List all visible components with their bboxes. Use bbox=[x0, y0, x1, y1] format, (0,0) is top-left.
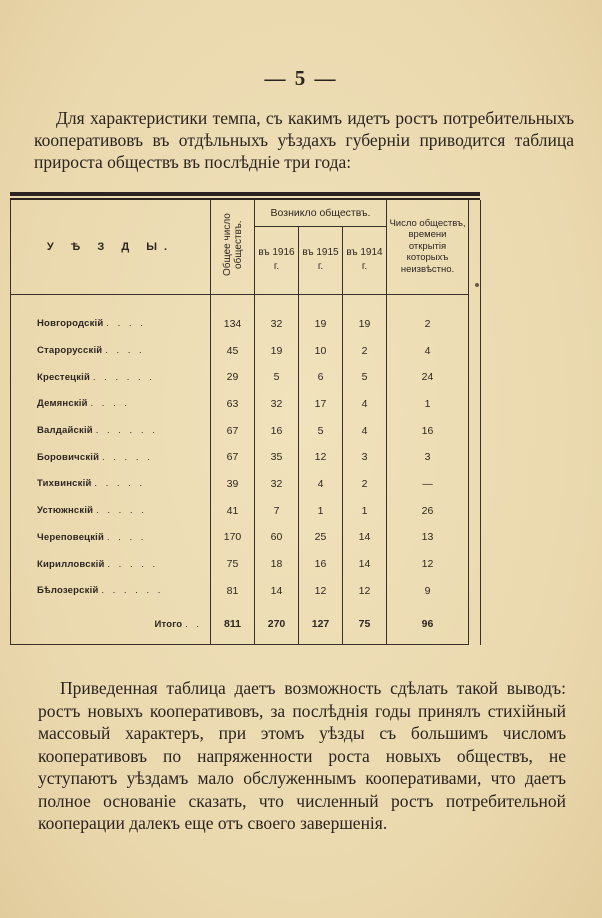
row-name: Крестецкій . . . . . . bbox=[11, 364, 211, 391]
cell-unknown: 24 bbox=[387, 364, 469, 391]
cell-unknown: 4 bbox=[387, 337, 469, 364]
cell-unknown: — bbox=[387, 471, 469, 498]
table-top-rule bbox=[10, 192, 480, 196]
cell-total: 81 bbox=[211, 577, 255, 604]
cell-1914: 12 bbox=[343, 577, 387, 604]
cell-total: 67 bbox=[211, 417, 255, 444]
table-row bbox=[11, 524, 481, 551]
cell-1914: 19 bbox=[343, 311, 387, 338]
total-cell-unknown: 96 bbox=[387, 604, 469, 645]
cell-1914: 3 bbox=[343, 444, 387, 471]
total-cell-total: 811 bbox=[211, 604, 255, 645]
table-row bbox=[11, 444, 481, 471]
total-row-name: Итого . . bbox=[11, 604, 211, 645]
cell-total: 29 bbox=[211, 364, 255, 391]
cell-1915: 1 bbox=[299, 497, 343, 524]
cell-total: 39 bbox=[211, 471, 255, 498]
cell-unknown: 12 bbox=[387, 551, 469, 578]
row-name: Устюжнскій . . . . . bbox=[11, 497, 211, 524]
cell-1916: 60 bbox=[255, 524, 299, 551]
cell-total: 41 bbox=[211, 497, 255, 524]
table-row bbox=[11, 391, 481, 418]
table-row bbox=[11, 471, 481, 498]
cell-1914: 5 bbox=[343, 364, 387, 391]
header-unknown-date: Число обществъ, времени открытія которыхъ неизвѣстно. bbox=[387, 200, 469, 295]
header-uezdy: У Ѣ З Д Ы. bbox=[11, 200, 211, 295]
table-row bbox=[11, 497, 481, 524]
cell-unknown: 26 bbox=[387, 497, 469, 524]
row-name: Череповецкій . . . . bbox=[11, 524, 211, 551]
cell-1916: 32 bbox=[255, 311, 299, 338]
header-spacer bbox=[469, 200, 481, 295]
cell-total: 134 bbox=[211, 311, 255, 338]
cell-1914: 1 bbox=[343, 497, 387, 524]
cell-1915: 25 bbox=[299, 524, 343, 551]
table-row bbox=[11, 364, 481, 391]
cell-1915: 10 bbox=[299, 337, 343, 364]
cell-total: 45 bbox=[211, 337, 255, 364]
table-total-row bbox=[11, 604, 481, 645]
conclusion-paragraph: Приведенная таблица даетъ возможность сдѣлать такой выводъ: ростъ новыхъ кооперативовъ, за послѣднія годы принялъ стихійный массовый характеръ, при этомъ уѣзды съ большимъ числомъ кооперативовъ по напряженности роста новыхъ обществъ, не уступаютъ уѣздамъ мало обслуженнымъ кооперативами, что даетъ полное основаніе сказать, что численный ростъ потребительной кооперации далекъ еще отъ своего завершенія. bbox=[38, 678, 566, 833]
intro-paragraph: Для характеристики темпа, съ какимъ идетъ ростъ потребительныхъ кооперативовъ въ отдѣльныхъ уѣздахъ губерніи приводится таблица прироста обществъ въ послѣдніе три года: bbox=[34, 108, 574, 172]
page-number: — 5 — bbox=[264, 66, 338, 90]
table-row bbox=[11, 551, 481, 578]
cell-1914: 14 bbox=[343, 551, 387, 578]
table-row bbox=[11, 311, 481, 338]
cell-1916: 35 bbox=[255, 444, 299, 471]
cell-1914: 4 bbox=[343, 417, 387, 444]
cell-1916: 18 bbox=[255, 551, 299, 578]
row-name: Новгородскій . . . . bbox=[11, 311, 211, 338]
cell-1916: 32 bbox=[255, 471, 299, 498]
table-row bbox=[11, 417, 481, 444]
cell-total: 63 bbox=[211, 391, 255, 418]
cell-1914: 4 bbox=[343, 391, 387, 418]
header-year-1914: въ 1914 г. bbox=[343, 226, 387, 294]
total-cell-1914: 75 bbox=[343, 604, 387, 645]
cell-unknown: 1 bbox=[387, 391, 469, 418]
cell-1916: 32 bbox=[255, 391, 299, 418]
cell-1916: 7 bbox=[255, 497, 299, 524]
cell-1915: 19 bbox=[299, 311, 343, 338]
cell-1915: 12 bbox=[299, 577, 343, 604]
table-row bbox=[11, 577, 481, 604]
row-name: Демянскій . . . . bbox=[11, 391, 211, 418]
cell-1916: 19 bbox=[255, 337, 299, 364]
cell-unknown: 3 bbox=[387, 444, 469, 471]
row-name: Боровичскій . . . . . bbox=[11, 444, 211, 471]
cell-1915: 5 bbox=[299, 417, 343, 444]
cell-1914: 14 bbox=[343, 524, 387, 551]
header-arose-societies: Возникло обществъ. bbox=[255, 200, 387, 227]
cell-total: 75 bbox=[211, 551, 255, 578]
row-name: Бѣлозерскій . . . . . . bbox=[11, 577, 211, 604]
row-name: Валдайскій . . . . . . bbox=[11, 417, 211, 444]
cell-1915: 17 bbox=[299, 391, 343, 418]
statistics-table bbox=[10, 200, 481, 646]
margin-mark bbox=[475, 283, 479, 287]
cell-unknown: 2 bbox=[387, 311, 469, 338]
table-spacer-row bbox=[11, 294, 481, 311]
cell-1915: 6 bbox=[299, 364, 343, 391]
cell-1916: 16 bbox=[255, 417, 299, 444]
cell-total: 67 bbox=[211, 444, 255, 471]
cell-1915: 12 bbox=[299, 444, 343, 471]
cell-1915: 4 bbox=[299, 471, 343, 498]
cell-unknown: 16 bbox=[387, 417, 469, 444]
cell-1916: 14 bbox=[255, 577, 299, 604]
total-cell-1915: 127 bbox=[299, 604, 343, 645]
header-total-societies: Общее число обществъ. bbox=[211, 200, 255, 295]
cell-1916: 5 bbox=[255, 364, 299, 391]
total-cell-1916: 270 bbox=[255, 604, 299, 645]
cell-unknown: 13 bbox=[387, 524, 469, 551]
cell-unknown: 9 bbox=[387, 577, 469, 604]
header-year-1916: въ 1916 г. bbox=[255, 226, 299, 294]
statistics-table-container bbox=[10, 192, 480, 645]
cell-1914: 2 bbox=[343, 337, 387, 364]
cell-total: 170 bbox=[211, 524, 255, 551]
cell-1914: 2 bbox=[343, 471, 387, 498]
table-row bbox=[11, 337, 481, 364]
row-name: Кирилловскій . . . . . bbox=[11, 551, 211, 578]
cell-1915: 16 bbox=[299, 551, 343, 578]
row-name: Тихвинскій . . . . . bbox=[11, 471, 211, 498]
header-year-1915: въ 1915 г. bbox=[299, 226, 343, 294]
row-name: Старорусскій . . . . bbox=[11, 337, 211, 364]
